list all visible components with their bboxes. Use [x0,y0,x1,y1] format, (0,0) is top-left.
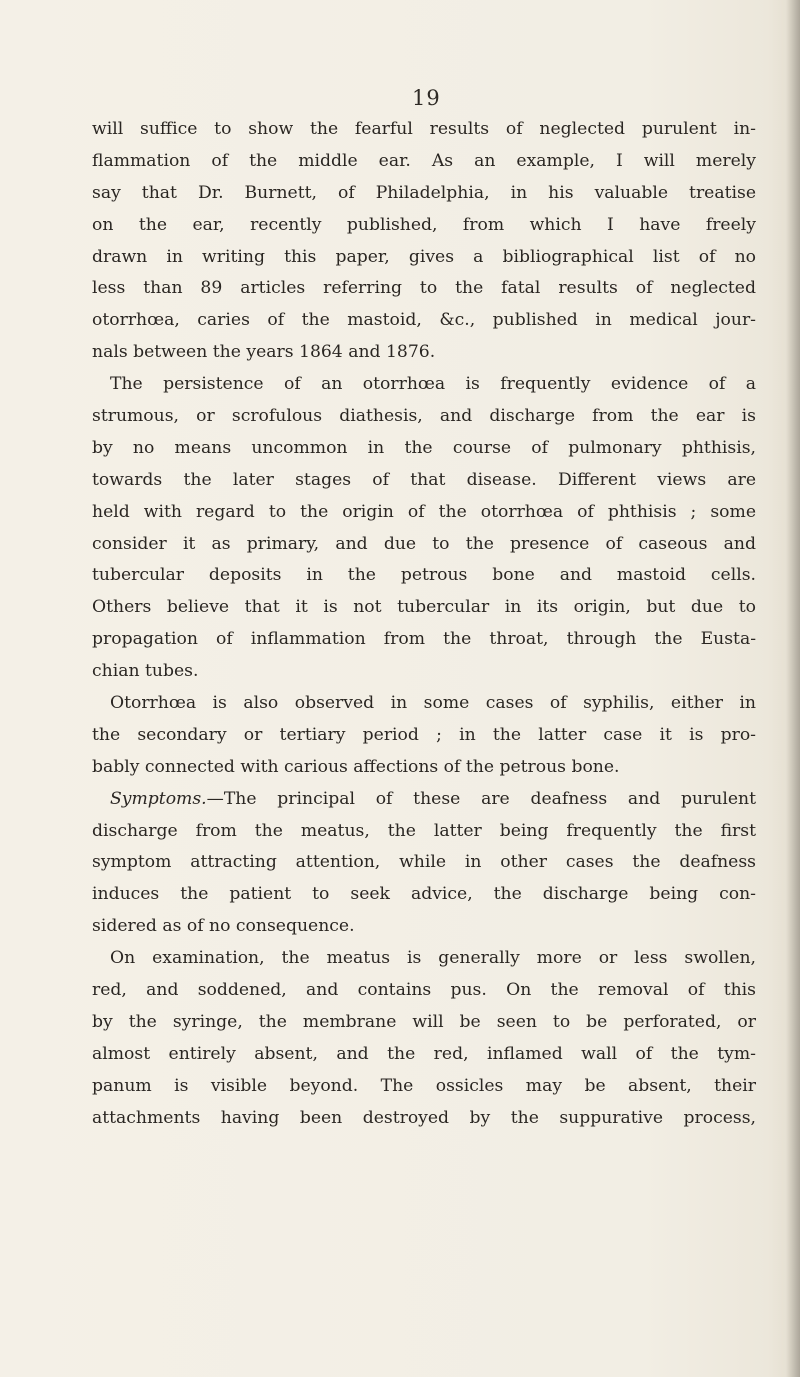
text-line: red, and soddened, and contains pus. On the removal of this [92,980,756,1001]
text-line: discharge from the meatus, the latter being frequently the first [92,820,756,841]
text-line: tubercular deposits in the petrous bone and mastoid cells. [92,565,756,586]
text-line: attachments having been destroyed by the suppurative process, [92,1107,756,1128]
text-line: symptom attracting attention, while in other cases the deafness [92,852,756,873]
text-line: consider it as primary, and due to the presence of caseous and [92,533,756,554]
text-line: The persistence of an otorrhœa is frequently evidence of a [110,374,756,395]
text-line: the secondary or tertiary period ; in the latter case it is pro- [92,724,756,745]
text-line: flammation of the middle ear. As an example, I will merely [92,150,756,171]
text-line: bably connected with carious affections of the petrous bone. [92,756,620,777]
text-line: otorrhœa, caries of the mastoid, &c., published in medical jour- [92,310,756,331]
text-line: panum is visible beyond. The ossicles may be absent, their [92,1075,756,1096]
text-line: sidered as of no consequence. [92,916,355,937]
text-line: drawn in writing this paper, gives a bibliographical list of no [92,246,756,267]
text-line: nals between the years 1864 and 1876. [92,342,436,363]
text-line: propagation of inflammation from the throat, through the Eusta- [92,629,756,650]
text-line: on the ear, recently published, from which I have freely [92,214,756,235]
text-line: by the syringe, the membrane will be seen to be perforated, or [92,1011,756,1032]
text-line: Others believe that it is not tubercular in its origin, but due to [92,597,756,618]
text-line: will suffice to show the fearful results of neglected purulent in- [92,119,756,139]
text-line: less than 89 articles referring to the fatal results of neglected [92,278,756,299]
text-line: induces the patient to seek advice, the discharge being con- [92,884,756,905]
text-line: Otorrhœa is also observed in some cases of syphilis, either in [110,693,756,714]
text-line: by no means uncommon in the course of pulmonary phthisis, [92,437,756,458]
text-line: almost entirely absent, and the red, inflamed wall of the tym- [92,1043,756,1064]
text-line [92,784,756,816]
text-line-rest: —The principal of these are deafness and purulent [206,788,756,809]
page-number: 19 [412,86,441,110]
text-line: On examination, the meatus is generally more or less swollen, [110,948,756,969]
page-edge-shadow [786,0,800,1377]
text-line: say that Dr. Burnett, of Philadelphia, in his valuable treatise [92,182,756,203]
text-line: strumous, or scrofulous diathesis, and discharge from the ear is [92,406,756,427]
text-line: chian tubes. [92,661,199,682]
text-line: towards the later stages of that disease. Different views are [92,469,756,490]
body-text [92,114,756,1135]
section-heading-symptoms: Symptoms. [110,788,207,809]
text-line: held with regard to the origin of the otorrhœa of phthisis ; some [92,501,756,522]
